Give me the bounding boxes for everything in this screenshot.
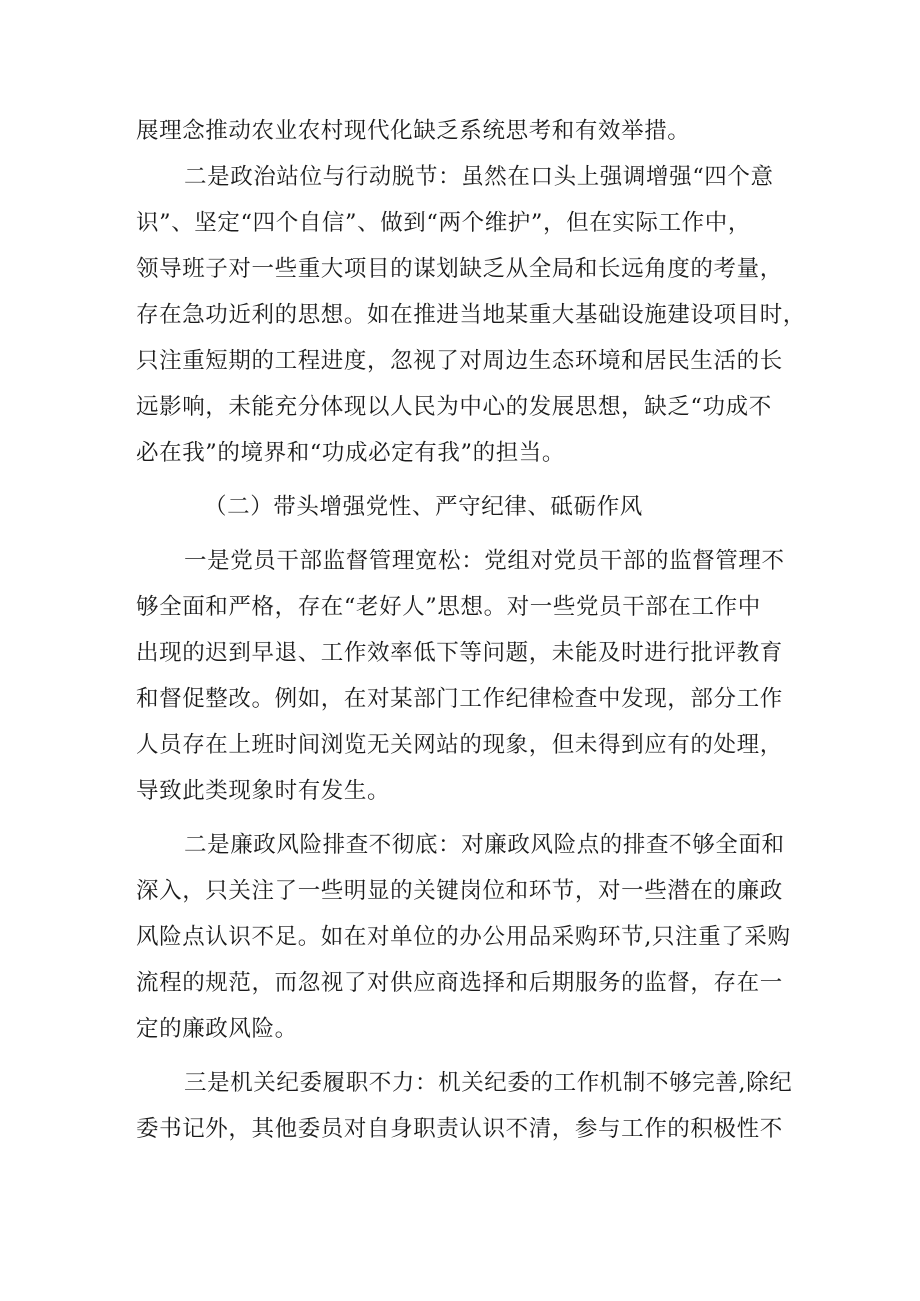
text-line: 出现的迟到早退、工作效率低下等问题，未能及时进行批评教育 [136, 640, 783, 666]
text-line: 展理念推动农业农村现代化缺乏系统思考和有效举措。 [136, 118, 691, 144]
section-heading: （二）带头增强党性、严守纪律、砥砺作风 [204, 494, 643, 520]
text-line: 深入，只关注了一些明显的关键岗位和环节，对一些潜在的廉政 [136, 878, 783, 904]
text-line: 必在我”的境界和“功成必定有我”的担当。 [136, 440, 566, 466]
paragraph-start-line: 一是党员干部监督管理宽松：党组对党员干部的监督管理不 [184, 548, 785, 574]
text-line: 风险点认识不足。如在对单位的办公用品采购环节,只注重了采购 [136, 924, 791, 950]
text-line: 够全面和严格，存在“老好人”思想。对一些党员干部在工作中 [136, 594, 761, 620]
text-line: 流程的规范，而忽视了对供应商选择和后期服务的监督，存在一 [136, 970, 783, 996]
text-line: 和督促整改。例如，在对某部门工作纪律检查中发现，部分工作 [136, 686, 783, 712]
text-line: 定的廉政风险。 [136, 1016, 298, 1042]
text-line: 存在急功近利的思想。如在推进当地某重大基础设施建设项目时， [136, 302, 806, 328]
text-line: 导致此类现象时有发生。 [136, 778, 391, 804]
paragraph-start-line: 二是政治站位与行动脱节：虽然在口头上强调增强“四个意 [184, 164, 774, 190]
text-line: 领导班子对一些重大项目的谋划缺乏从全局和长远角度的考量， [136, 256, 783, 282]
text-line: 只注重短期的工程进度，忽视了对周边生态环境和居民生活的长 [136, 348, 783, 374]
paragraph-start-line: 三是机关纪委履职不力：机关纪委的工作机制不够完善,除纪 [184, 1070, 793, 1096]
text-line: 人员存在上班时间浏览无关网站的现象，但未得到应有的处理， [136, 732, 783, 758]
text-line: 远影响，未能充分体现以人民为中心的发展思想，缺乏“功成不 [136, 394, 772, 420]
paragraph-start-line: 二是廉政风险排查不彻底：对廉政风险点的排查不够全面和 [184, 832, 785, 858]
text-line: 识”、坚定“四个自信”、做到“两个维护”，但在实际工作中， [136, 210, 751, 236]
text-line: 委书记外，其他委员对自身职责认识不清，参与工作的积极性不 [136, 1116, 783, 1142]
